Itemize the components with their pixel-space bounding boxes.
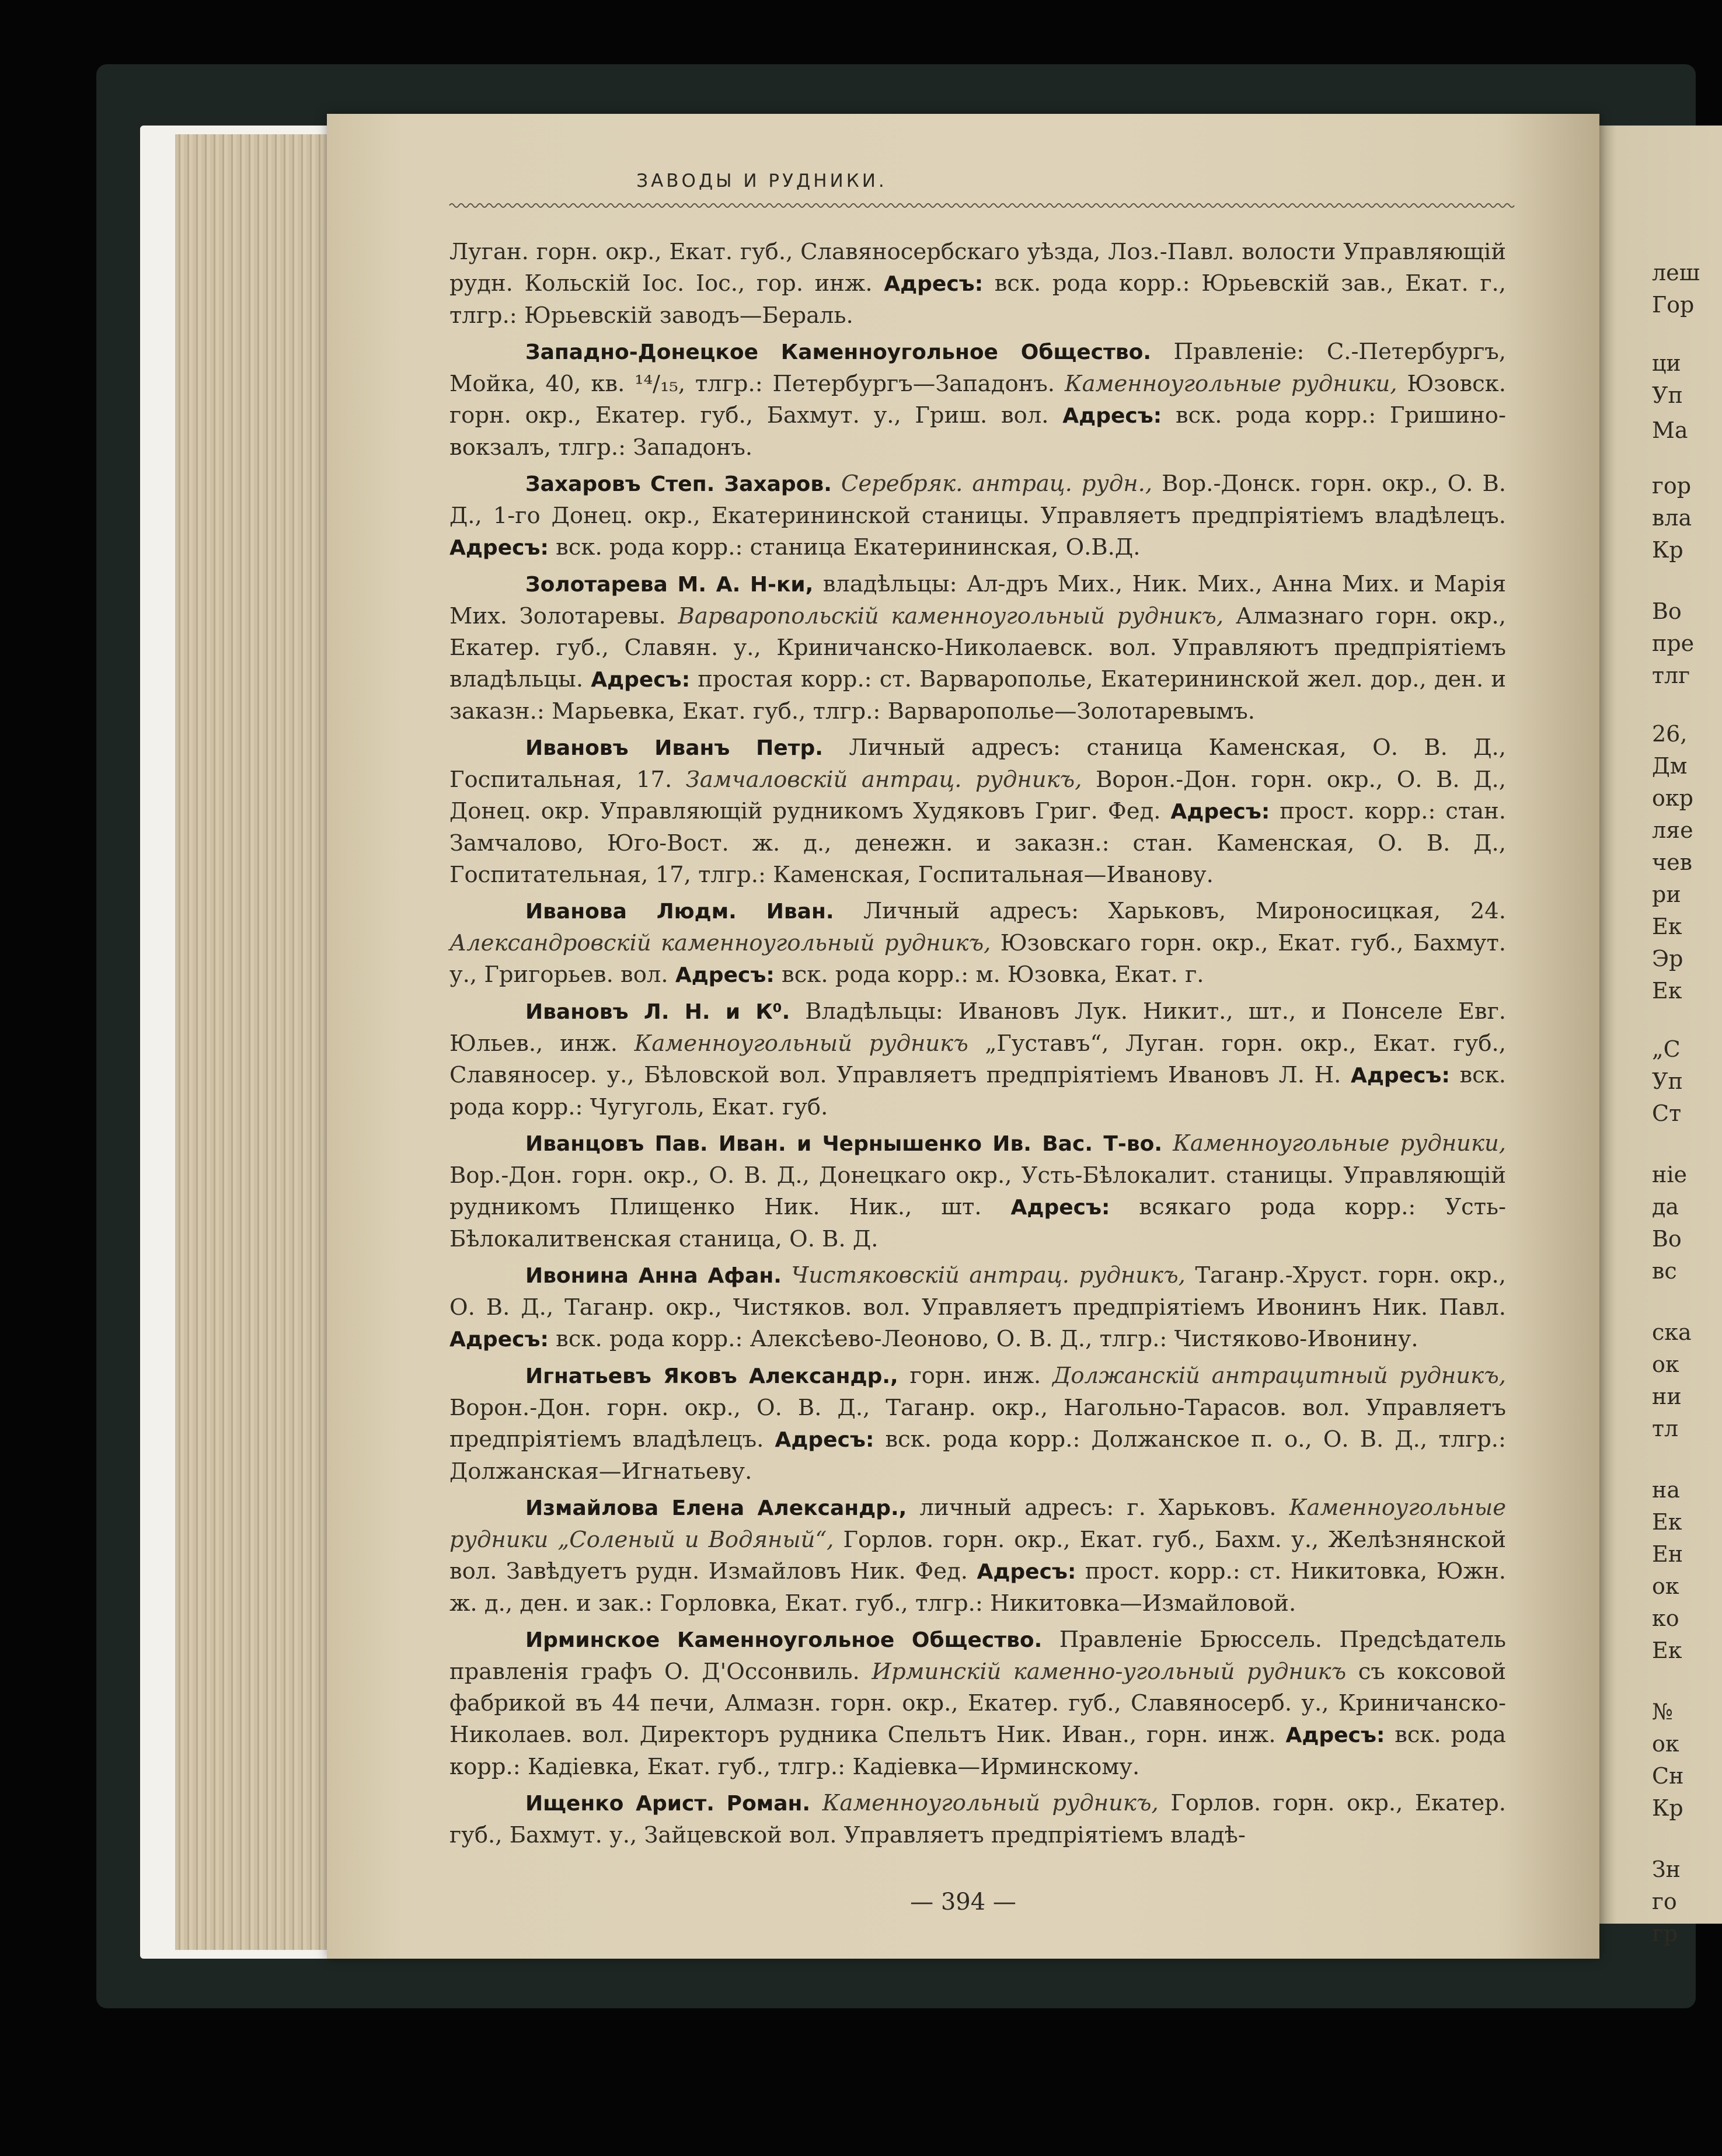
enterprise-name: Каменноугольный рудникъ,	[822, 1790, 1159, 1816]
address-text: вск. рода корр.: Чугуголь, Екат. губ.	[449, 1062, 1507, 1120]
next-page-fragment: Кр	[1652, 537, 1683, 563]
next-page-fragment: ляе	[1652, 817, 1693, 843]
next-page-strip	[1594, 126, 1722, 1946]
entry-details: Правленіе: С.-Петербургъ, Мойка, 40, кв. ¹⁴/₁₅, тлгр.: Петербургъ—Западонъ.	[449, 339, 1506, 397]
entry-paragraph	[449, 236, 1506, 332]
address-label: Адресъ:	[1170, 800, 1270, 824]
entry-location: Горлов. горн. окр., Екат. губ., Бахм. у., Желѣзнянской вол. Завѣдуетъ рудн. Измайловъ Ник. Фед.	[449, 1527, 1506, 1584]
entry-location: „Густавъ“, Луган. горн. окр., Екат. губ., Славяносер. у., Бѣловской вол. Управляетъ предпріятіемъ Ивановъ Л. Н.	[449, 1030, 1506, 1088]
enterprise-name: Каменноугольный рудникъ	[634, 1030, 968, 1057]
next-page-fragment: Во	[1652, 1226, 1682, 1252]
address-label: Адресъ:	[1350, 1064, 1450, 1088]
next-page-fragment: вла	[1652, 505, 1692, 531]
enterprise-name: Должанскій антрацитный рудникъ,	[1052, 1363, 1506, 1389]
address-label: Адресъ:	[884, 272, 984, 296]
address-text: вск. рода корр.: Гришино-вокзалъ, тлгр.: Западонъ.	[449, 402, 1506, 461]
next-page-fragment: ніе	[1652, 1162, 1687, 1187]
entry-name: Ивановъ Иванъ Петр.	[525, 736, 823, 760]
page-edges	[175, 134, 344, 1950]
entry-location: Таганр.-Хруст. горн. окр., О. В. Д., Таганр. окр., Чистяков. вол. Управляетъ предпріятіемъ Ивонинъ Ник. Павл.	[449, 1262, 1506, 1321]
entry-name: Ирминское Каменноугольное Общество.	[525, 1628, 1043, 1652]
next-page-fragment: чев	[1652, 849, 1693, 875]
enterprise-name: Каменноугольные рудники,	[1173, 1130, 1507, 1157]
entry-paragraph	[449, 468, 1506, 564]
entry-details: Владѣльцы: Ивановъ Лук. Никит., шт., и Понселе Евг. Юльев., инж.	[449, 998, 1507, 1057]
next-page-fragment: 26,	[1652, 721, 1688, 747]
next-page-fragment: пре	[1652, 631, 1695, 656]
next-page-fragment: Ен	[1652, 1541, 1683, 1567]
address-label: Адресъ:	[775, 1428, 874, 1452]
address-label: Адресъ:	[449, 536, 549, 560]
address-text: прост. корр.: ст. Никитовка, Южн. ж. д., ден. и зак.: Горловка, Екат. губ., тлгр.: Никитовка—Измайловой.	[449, 1558, 1506, 1617]
next-page-fragment: Дм	[1652, 753, 1688, 779]
address-label: Адресъ:	[591, 668, 691, 692]
next-page-fragment: тлг	[1652, 663, 1690, 688]
entry-name: Иванова Людм. Иван.	[525, 900, 834, 924]
next-page-fragment: Сн	[1652, 1763, 1684, 1789]
entry-name: Ивановъ Л. Н. и К⁰.	[525, 1000, 790, 1024]
enterprise-name: Каменноугольные рудники,	[1064, 371, 1397, 397]
address-label: Адресъ:	[1010, 1196, 1110, 1220]
entry-paragraph	[449, 1360, 1506, 1488]
entry-location: Алмазнаго горн. окр., Екатер. губ., Славян. у., Криничанско-Николаевск. вол. Управляютъ предпріятіемъ владѣльцы.	[449, 603, 1507, 692]
entry-location: Ворон.-Дон. горн. окр., О. В. Д., Таганр. окр., Нагольно-Тарасов. вол. Управляетъ предпріятіемъ владѣлецъ.	[449, 1395, 1506, 1453]
address-text: вск. рода корр.: Юрьевскій зав., Екат. г., тлгр.: Юрьевскій заводъ—Бераль.	[449, 270, 1506, 329]
address-text: всякаго рода корр.: Усть-Бѣлокалитвенская станица, О. В. Д.	[449, 1194, 1506, 1252]
address-text: вск. рода корр.: Алексѣево-Леоново, О. В. Д., тлгр.: Чистяково-Ивонину.	[556, 1326, 1418, 1352]
next-page-fragment: Уп	[1652, 382, 1683, 408]
next-page-fragment: Зн	[1652, 1857, 1681, 1882]
next-page-fragment: Ек	[1652, 1638, 1682, 1663]
entry-name: Ивонина Анна Афан.	[525, 1264, 782, 1288]
entry-name: Измайлова Елена Александр.,	[525, 1496, 907, 1520]
entry-location: Горлов. горн. окр., Екатер. губ., Бахмут. у., Зайцевской вол. Управляетъ предпріятіемъ владѣ-	[449, 1790, 1506, 1848]
enterprise-name: Замчаловскій антрац. рудникъ,	[685, 767, 1082, 793]
running-head: ЗАВОДЫ И РУДНИКИ.	[636, 170, 887, 191]
next-page-fragment: Ст	[1652, 1100, 1682, 1126]
entry-details: владѣльцы: Ал-дръ Мих., Ник. Мих., Анна Мих. и Марія Мих. Золотаревы.	[449, 571, 1506, 629]
next-page-fragment: ок	[1652, 1573, 1679, 1599]
ornamental-rule	[449, 200, 1506, 211]
next-page-fragment: да	[1652, 1194, 1679, 1220]
address-label: Адресъ:	[675, 963, 775, 987]
address-text: вск. рода корр.: станица Екатерининская, О.В.Д.	[556, 534, 1141, 560]
entry-name: Золотарева М. А. Н-ки,	[525, 573, 814, 597]
enterprise-name: Варваропольскій каменноугольный рудникъ,	[678, 603, 1224, 629]
entry-name: Ищенко Арист. Роман.	[525, 1792, 811, 1816]
address-text: простая корр.: ст. Варварополье, Екатерининской жел. дор., ден. и заказн.: Марьевка, Екат. губ., тлгр.: Варварополье—Золотаревымъ.	[449, 666, 1506, 725]
entry-paragraph	[449, 1260, 1506, 1356]
next-page-fragment: Во	[1652, 598, 1682, 624]
page-body	[449, 236, 1506, 1856]
entry-paragraph	[449, 996, 1506, 1123]
entry-location: Юзовскаго горн. окр., Екат. губ., Бахмут. у., Григорьев. вол.	[449, 930, 1506, 988]
entry-name: Игнатьевъ Яковъ Александр.,	[525, 1364, 898, 1388]
entry-paragraph	[449, 336, 1506, 464]
next-page-fragment: Гор	[1652, 292, 1695, 318]
next-page-fragment: ок	[1652, 1352, 1679, 1377]
entry-name: Иванцовъ Пав. Иван. и Чернышенко Ив. Вас. Т-во.	[525, 1132, 1163, 1156]
next-page-fragment: №	[1652, 1699, 1673, 1725]
entry-details: Личный адресъ: станица Каменская, О. В. Д., Госпитальная, 17.	[449, 734, 1506, 793]
next-page-fragment: Ек	[1652, 914, 1682, 939]
entry-location: Юзовск. горн. окр., Екатер. губ., Бахмут. у., Гриш. вол.	[449, 371, 1506, 429]
entry-name: Захаровъ Степ. Захаров.	[525, 472, 832, 496]
next-page-fragment: ци	[1652, 350, 1681, 376]
next-page-fragment: ска	[1652, 1319, 1692, 1345]
entry-paragraph	[449, 1128, 1506, 1255]
entry-paragraph	[449, 732, 1506, 891]
address-label: Адресъ:	[449, 1328, 549, 1352]
next-page-fragment: „С	[1652, 1036, 1681, 1062]
address-text: вск. рода корр.: м. Юзовка, Екат. г.	[782, 962, 1204, 988]
next-page-fragment: гр	[1652, 1921, 1678, 1946]
entry-paragraph	[449, 896, 1506, 991]
address-text: прост. корр.: стан. Замчалово, Юго-Вост. ж. д., денежн. и заказн.: стан. Каменская, О. В. Д., Госпитательная, 17, тлгр.: Каменская, Госпитальная—Иванову.	[449, 798, 1507, 888]
next-page-fragment: гор	[1652, 473, 1692, 499]
next-page-fragment: Ек	[1652, 978, 1682, 1004]
entry-location: Вор.-Донск. горн. окр., О. В. Д., 1-го Донец. окр., Екатерининской станицы. Управляетъ предпріятіемъ владѣлецъ.	[449, 471, 1506, 529]
next-page-fragment: окр	[1652, 785, 1693, 811]
entry-name: Западно-Донецкое Каменноугольное Общество.	[525, 340, 1152, 364]
enterprise-name: Ирминскій каменно-угольный рудникъ	[872, 1659, 1347, 1685]
next-page-fragment: на	[1652, 1477, 1680, 1503]
address-text: вск. рода корр.: Должанское п. о., О. В. Д., тлгр.: Должанская—Игнатьеву.	[449, 1426, 1506, 1485]
next-page-fragment: Ма	[1652, 417, 1688, 443]
next-page-fragment: ни	[1652, 1384, 1682, 1409]
next-page-fragment: леш	[1652, 260, 1700, 285]
address-label: Адресъ:	[1062, 404, 1162, 428]
next-page-fragment: Ек	[1652, 1509, 1682, 1535]
next-page-fragment: ри	[1652, 882, 1681, 907]
address-text: вск. рода корр.: Кадіевка, Екат. губ., тлгр.: Кадіевка—Ирминскому.	[449, 1722, 1506, 1780]
entry-paragraph	[449, 1624, 1506, 1783]
entry-location: Ворон.-Дон. горн. окр., О. В. Д., Донец. окр. Управляющій рудникомъ Худяковъ Григ. Фед.	[449, 767, 1506, 824]
next-page-fragment: го	[1652, 1889, 1677, 1914]
entry-details: горн. инж.	[909, 1363, 1041, 1389]
entry-location: Вор.-Дон. горн. окр., О. В. Д., Донецкаго окр., Усть-Бѣлокалит. станицы. Управляющій рудникомъ Плищенко Ник. Ник., шт.	[449, 1162, 1506, 1220]
entry-details: Личный адресъ: Харьковъ, Мироносицкая, 24.	[863, 898, 1506, 924]
address-label: Адресъ:	[977, 1560, 1076, 1584]
next-page-fragment: вс	[1652, 1258, 1677, 1284]
address-label: Адресъ:	[1285, 1723, 1385, 1747]
enterprise-name: Каменноугольные рудники „Соленый и Водяный“,	[449, 1495, 1506, 1553]
entry-location: съ коксовой фабрикой въ 44 печи, Алмазн. горн. окр., Екатер. губ., Славяносерб. у., Криничанско-Николаев. вол. Директоръ рудника Спельтъ Ник. Иван., горн. инж.	[449, 1659, 1506, 1748]
entry-paragraph	[449, 1492, 1506, 1619]
entry-paragraph	[449, 569, 1506, 727]
next-page-fragment: ок	[1652, 1731, 1679, 1757]
enterprise-name: Чистяковскій антрац. рудникъ,	[791, 1262, 1186, 1288]
next-page-fragment: ко	[1652, 1605, 1679, 1631]
enterprise-name: Александровскій каменноугольный рудникъ,	[449, 930, 991, 956]
next-page-fragment: Кр	[1652, 1795, 1683, 1821]
entry-text: Луган. горн. окр., Екат. губ., Славяносербскаго уѣзда, Лоз.-Павл. волости Управляющій рудн. Кольскій Іос. Іос., гор. инж.	[449, 239, 1506, 297]
entry-details: личный адресъ: г. Харьковъ.	[919, 1495, 1277, 1521]
next-page-fragment: Эр	[1652, 946, 1683, 971]
entry-details: Правленіе Брюссель. Предсѣдатель правленія графъ О. Д'Оссонвиль.	[449, 1626, 1506, 1685]
next-page-fragment: тл	[1652, 1416, 1679, 1441]
next-page-fragment: Уп	[1652, 1068, 1683, 1094]
entry-paragraph	[449, 1788, 1506, 1851]
page-number: — 394 —	[910, 1889, 1016, 1915]
enterprise-name: Серебряк. антрац. рудн.,	[841, 471, 1153, 497]
